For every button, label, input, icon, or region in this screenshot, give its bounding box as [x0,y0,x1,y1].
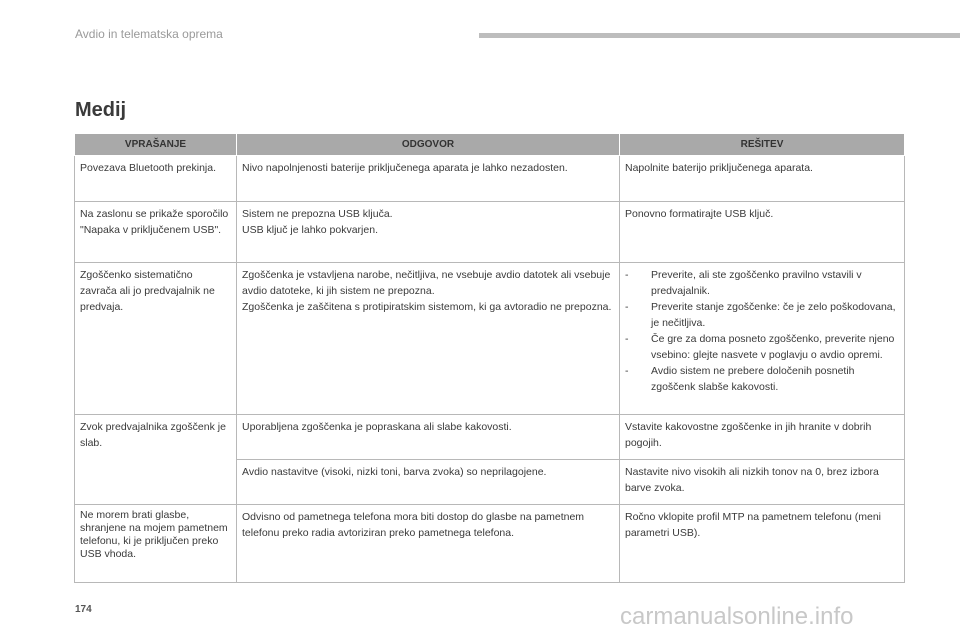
solution-cell: Nastavite nivo visokih ali nizkih tonov na 0, brez izbora barve zvoka. [620,460,905,505]
troubleshooting-table [74,133,905,583]
page-number: 174 [75,604,92,615]
list-item: - Preverite stanje zgoščenke: če je zelo poškodovana, je nečitljiva. [625,301,896,329]
list-item: - Preverite, ali ste zgoščenko pravilno vstavili v predvajalnik. [625,269,862,297]
question-cell: Na zaslonu se prikaže sporočilo "Napaka v priključenem USB". [75,202,237,263]
watermark-text: carmanualsonline.info [620,603,854,630]
answer-cell: Zgoščenka je vstavljena narobe, nečitljiva, ne vsebuje avdio datotek ali vsebuje avdio datoteke, ki jih sistem ne prepozna. Zgoščenka je zaščitena s protipiratskim sistemom, ki ga avtoradio ne prepozna. [237,263,620,415]
answer-cell: Odvisno od pametnega telefona mora biti dostop do glasbe na pametnem telefonu preko radia avtoriziran preko pametnega telefona. [237,505,620,583]
header-title: Avdio in telematska oprema [75,27,223,41]
list-item: - Če gre za doma posneto zgoščenko, preverite njeno vsebino: glejte nasvete v poglavju o avdio opremi. [625,333,895,361]
answer-cell: Uporabljena zgoščenka je popraskana ali slabe kakovosti. [237,415,620,460]
list-item: - Avdio sistem ne prebere določenih posnetih zgoščenk slabše kakovosti. [625,365,855,393]
solution-item-text: Preverite, ali ste zgoščenko pravilno vstavili v predvajalnik. [651,269,862,297]
question-cell: Zvok predvajalnika zgoščenk je slab. [75,415,237,505]
question-cell: Ne morem brati glasbe, shranjene na mojem pametnem telefonu, ki je priključen preko USB vhoda. [75,505,237,583]
question-cell: Zgoščenko sistematično zavrača ali jo predvajalnik ne predvaja. [75,263,237,415]
solution-cell: Vstavite kakovostne zgoščenke in jih hranite v dobrih pogojih. [620,415,905,460]
solution-cell: Ročno vklopite profil MTP na pametnem telefonu (meni parametri USB). [620,505,905,583]
table-header-row [75,134,905,156]
section-title: Medij [75,99,127,121]
column-header-question: VPRAŠANJE [75,134,237,156]
table-row [75,263,905,415]
table-row [75,505,905,583]
column-header-solution: REŠITEV [620,134,905,156]
question-cell: Povezava Bluetooth prekinja. [75,156,237,202]
answer-cell: Nivo napolnjenosti baterije priključenega aparata je lahko nezadosten. [237,156,620,202]
solution-cell: Napolnite baterijo priključenega aparata. [620,156,905,202]
column-header-answer: ODGOVOR [237,134,620,156]
table-row [75,415,905,460]
table-row [75,202,905,263]
solution-item-text: Če gre za doma posneto zgoščenko, preverite njeno vsebino: glejte nasvete v poglavju o avdio opremi. [651,333,895,361]
solution-list [625,267,900,395]
answer-cell: Sistem ne prepozna USB ključa. USB ključ je lahko pokvarjen. [237,202,620,263]
answer-cell: Avdio nastavitve (visoki, nizki toni, barva zvoka) so neprilagojene. [237,460,620,505]
solution-item-text: Preverite stanje zgoščenke: če je zelo poškodovana, je nečitljiva. [651,301,896,329]
solution-cell: Ponovno formatirajte USB ključ. [620,202,905,263]
solution-item-text: Avdio sistem ne prebere določenih posnetih zgoščenk slabše kakovosti. [651,365,855,393]
header-divider-bar [479,33,960,38]
table-row [75,156,905,202]
solution-cell [620,263,905,415]
